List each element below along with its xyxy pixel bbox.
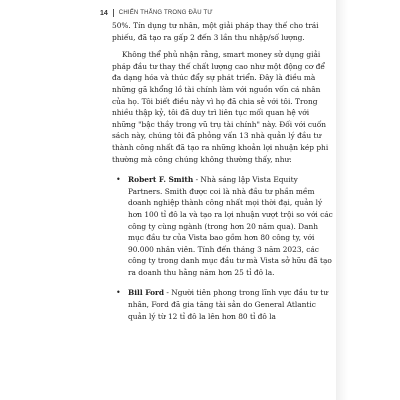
bullet-icon: •: [116, 175, 121, 185]
list-item: [112, 287, 334, 322]
header-divider: [113, 9, 114, 17]
person-description: - Nhà sáng lập Vista Equity Partners. Smith được coi là nhà đầu tư phần mềm doanh nghiệp thành công nhất mọi thời đại, quản lý hơn 100 tỉ đô la và tạo ra lợi nhuận vượt trội so với các công ty cùng ngành (trong hơn 20 năm qua). Danh mục đầu tư của Vista bao gồm hơn 80 công ty, với 90.000 nhân viên. Tính đến tháng 3 năm 2023, các công ty trong danh mục đầu tư mà Vista sở hữu đã tạo ra doanh thu hằng năm hơn 25 tỉ đô la.: [128, 175, 333, 277]
person-name: Bill Ford: [128, 288, 165, 298]
paragraph: Không thể phủ nhận rằng, smart money sử dụng giải pháp đầu tư thay thế chất lượng cao như một động cơ để đa dạng hóa và thúc đẩy sự phát triển. Đây là điều mà những gã khổng lồ tài chính làm với nguồn vốn cá nhân của họ. Tôi biết điều này vì họ đã chia sẻ với tôi. Trong nhiều thập kỷ, tôi đã duy trì liên tục mối quan hệ với những "bậc thầy trong vũ trụ tài chính" này. Đối với cuốn sách này, chúng tôi đã phỏng vấn 13 nhà quản lý đầu tư thành công nhất đã tạo ra những khoản lợi nhuận kép phi thường mà công chúng không thường thấy, như:: [112, 50, 329, 164]
book-title: CHIẾN THẮNG TRONG ĐẦU TƯ: [118, 10, 213, 16]
bullet-icon: •: [116, 288, 121, 298]
running-header: [100, 6, 340, 20]
list-item: [112, 174, 334, 278]
body-text: [112, 20, 334, 322]
page-number: 14: [100, 9, 108, 17]
person-name: Robert F. Smith: [128, 175, 194, 185]
paragraph: 50%. Tín dụng tư nhân, một giải pháp thay thế cho trái phiếu, đã tạo ra gấp 2 đến 3 lần thu nhập/số lượng.: [112, 21, 319, 42]
page-gutter-shadow: [336, 0, 348, 400]
person-description: - Người tiên phong trong lĩnh vực đầu tư tư nhân, Ford đã gia tăng tài sản do General Atlantic quản lý từ 12 tỉ đô la lên hơn 80 tỉ đô la: [128, 288, 328, 321]
